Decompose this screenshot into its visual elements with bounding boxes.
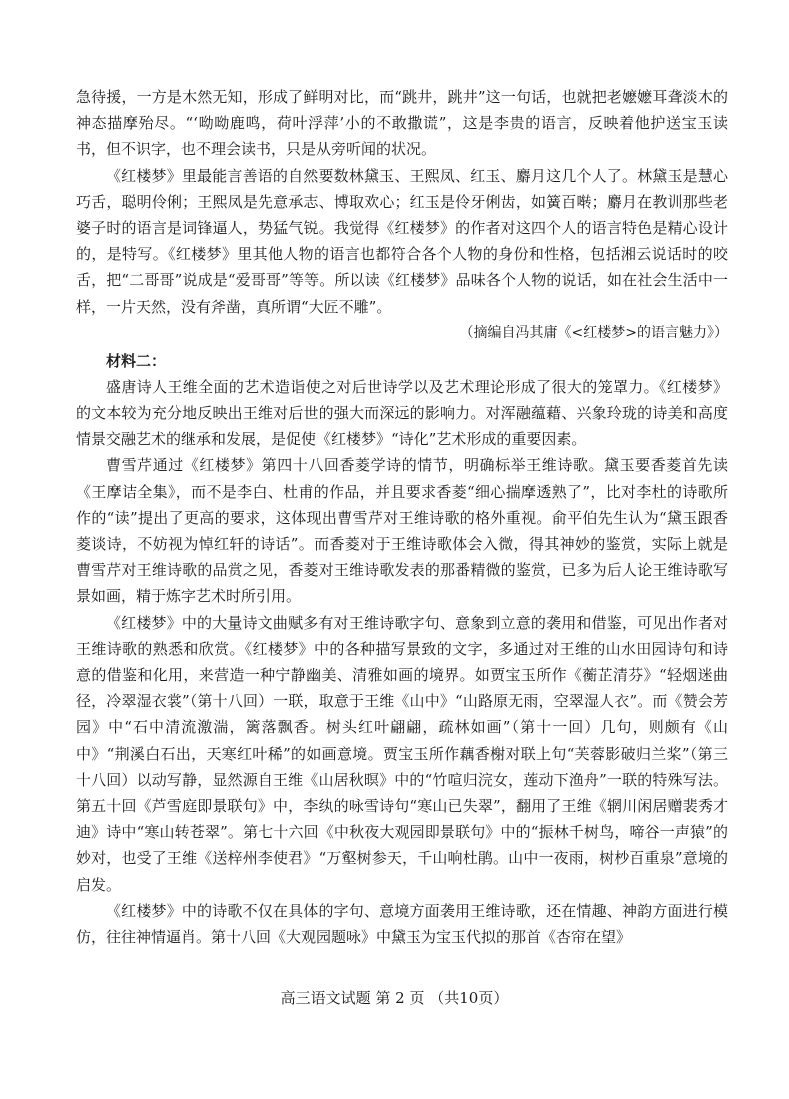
page-footer: 高三语文试题 第 2 页 （共10页） [280,989,509,1007]
material-two-heading: 材料二： [106,351,167,370]
paragraph-wangwei-influence: 盛唐诗人王维全面的艺术造诣使之对后世诗学以及艺术理论形成了很大的笼罩力。《红楼梦》的文本较为充分地反映出王维对后世的强大而深远的影响力。对浑融蕴藉、兴象玲珑的诗美和高度情景交融艺术的继承和发展，是促使《红楼梦》“诗化”艺术形成的重要因素。 [76,377,728,449]
paragraph-xiangling-poetry: 曹雪芹通过《红楼梦》第四十八回香菱学诗的情节，明确标举王维诗歌。黛玉要香菱首先读《王摩诘全集》，而不是李白、杜甫的作品，并且要求香菱“细心揣摩透熟了”，比对李杜的诗歌所作的“读”提出了更高的要求，这体现出曹雪芹对王维诗歌的格外重视。俞平伯先生认为“黛玉跟香菱谈诗，不妨视为悼红轩的诗话”。而香菱对于王维诗歌体会入微，得其神妙的鉴赏，实际上就是曹雪芹对王维诗歌的品赏之见，香菱对王维诗歌发表的那番精微的鉴赏，已多为后人论王维诗歌写景如画，精于炼字艺术时所引用。 [76,456,728,606]
paragraph-language-characters: 《红楼梦》里最能言善语的自然要数林黛玉、王熙凤、红玉、麝月这几个人了。林黛玉是慧心巧舌，聪明伶俐；王熙凤是先意承志、博取欢心；红玉是伶牙俐齿，如簧百啭；麝月在教训那些老婆子时的语言是词锋逼人，势猛气锐。我觉得《红楼梦》的作者对这四个人的语言特色是精心设计的，是特写。《红楼梦》里其他人物的语言也都符合各个人物的身份和性格，包括湘云说话时的咬舌，把“二哥哥”说成是“爱哥哥”等等。所以读《红楼梦》品味各个人物的说话，如在社会生活中一样，一片天然，没有斧凿，真所谓“大匠不雕”。 [76,166,728,316]
paragraph-continued: 急待援，一方是木然无知，形成了鲜明对比，而“跳井，跳井”这一句话，也就把老嬷嬷耳聋淡木的神态描摩殆尽。“‘呦呦鹿鸣，荷叶浮萍’小的不敢撒谎”，这是李贵的语言，反映着他护送宝玉读书，但不识字，也不理会读书，只是从旁听闻的状况。 [76,88,728,159]
source-citation-1: （摘编自冯其庸《<红楼梦>的语言魅力》） [459,324,728,341]
paragraph-poem-imitation: 《红楼梦》中的诗歌不仅在具体的字句、意境方面袭用王维诗歌，还在情趣、神韵方面进行模仿，往往神情逼肖。第十八回《大观园题咏》中黛玉为宝玉代拟的那首《杏帘在望》 [76,901,728,947]
document-body [76,84,728,950]
paragraph-poem-borrowing: 《红楼梦》中的大量诗文曲赋多有对王维诗歌字句、意象到立意的袭用和借鉴，可见出作者对王维诗歌的熟悉和欣赏。《红楼梦》中的各种描写景致的文字，多通过对王维的山水田园诗句和诗意的借鉴和化用，来营造一种宁静幽美、清雅如画的境界。如贾宝玉所作《蘅芷清芬》“轻烟迷曲径，冷翠湿衣裳”（第十八回）一联，取意于王维《山中》“山路原无雨，空翠湿人衣”。而《赞会芳园》中“石中清流激湍，篱落飘香。树头红叶翩翩，疏林如画”（第十一回）几句，则颇有《山中》“荆溪白石出，天寒红叶稀”的如画意境。贾宝玉所作藕香榭对联上句“芙蓉影破归兰桨”（第三十八回）以动写静，显然源自王维《山居秋暝》中的“竹喧归浣女，莲动下渔舟”一联的特殊写法。第五十回《芦雪庭即景联句》中，李纨的咏雪诗句“寒山已失翠”，翻用了王维《辋川闲居赠裴秀才迪》诗中“寒山转苍翠”。第七十六回《中秋夜大观园即景联句》中的“振林千树鸟，啼谷一声猿”的妙对，也受了王维《送梓州李使君》“万壑树参天，千山响杜鹃。山中一夜雨，树杪百重泉”意境的启发。 [76,613,728,894]
